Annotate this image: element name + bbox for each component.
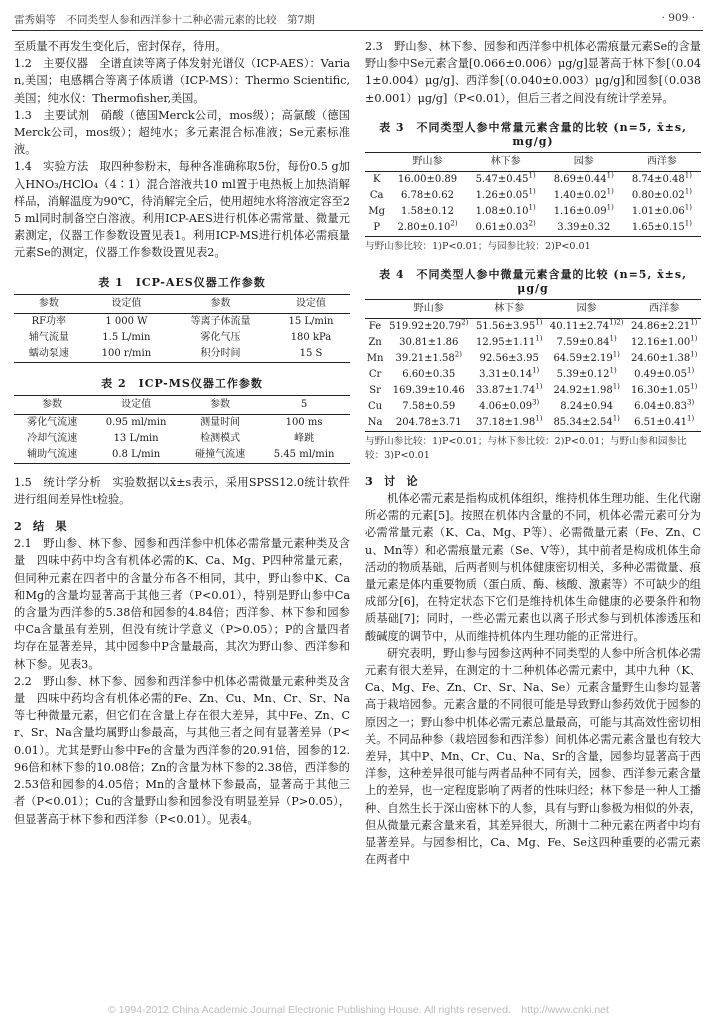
- table-row: [14, 330, 350, 346]
- section-2-1: 2.1 野山参、林下参、园参和西洋参中机体必需常量元素种类及含量 四味中药中均含有机体必需的K、Ca、Mg、P四种常量元素，但同种元素在四者中的含量分布各不相同，其中，野山参中K、Ca和Mg的含量均显著高于其他三者（P<0.01），特别是野山参中Ca的含量为西洋参的5.38倍和园参的4.84倍；西洋参、林下参和园参中Ca含量虽有差别，但没有统计学意义（P>0.05）；P的含量四者均存在显著差异，其中园参中P含量最高，其次为野山参、西洋参和林下参。见表3。: [14, 537, 350, 671]
- cell-value: 64.59±2.19: [553, 352, 613, 364]
- cell-value: 1.26±0.05: [475, 189, 529, 201]
- right-column: [365, 38, 713, 868]
- significance-mark: 1): [690, 334, 698, 343]
- table-row: [365, 318, 701, 335]
- table-cell: 测量时间: [200, 416, 241, 428]
- table-cell: [627, 367, 701, 383]
- cell-value: Cr: [368, 368, 382, 380]
- discussion-paragraph-1: 机体必需元素是指构成机体组织，维持机体生理功能、生化代谢所必需的元素[5]。按照在机体内含量的不同，机体必需元素可分为必需常量元素（K、Ca、Mg、P等）、必需微量元素（Fe、Zn、Cu、Mn等）和必需痕量元素（Se、V等），其中前者是构成机体生命活动的物质基础，后两者则与机体健康密切相关，多种必需微量、痕量元素是体内重要物质（蛋白质、酶、核酸、激素等）不可缺少的组成部分[6]，在特定状态下它们是维持机体生命健康的必要条件和物质基础[7]；同时，一些必需元素也以离子形式参与到机体渗透压和酸碱度的调节中，从而维持机体内生理功能的正常进行。: [365, 492, 701, 643]
- table-cell: [472, 399, 546, 415]
- table-cell: [472, 415, 546, 432]
- table-cell: [467, 188, 545, 204]
- table-cell: 100 ms: [285, 416, 323, 428]
- table-row: [365, 351, 701, 367]
- section-2-3: 2.3 野山参、林下参、园参和西洋参中机体必需痕量元素Se的含量 野山参中Se元素含量[0.066±0.006）μg/g]显著高于林下参[（0.041±0.004）μg/g]、西洋参[（0.040±0.003）μg/g]和园参[（0.038±0.001）μg/g]（P<0.01），但后三者之间没有统计学差异。: [365, 40, 713, 105]
- cell-value: Mg: [368, 205, 386, 217]
- table-row: [14, 431, 350, 447]
- table-3-caption-title: 表 3 不同类型人参中常量元素含量的比较: [379, 120, 609, 134]
- table-row: [365, 335, 701, 351]
- cell-value: 2.80±0.10: [397, 221, 451, 233]
- element-symbol-cell: [365, 188, 388, 204]
- table-cell: [627, 399, 701, 415]
- table-cell: 蠕动泵速: [28, 347, 69, 359]
- table-cell: 13 L/min: [113, 432, 159, 444]
- table-row: [365, 171, 701, 188]
- cell-value: 16.30±1.05: [630, 384, 691, 396]
- significance-mark: 1): [690, 382, 698, 391]
- significance-mark: 1): [687, 414, 695, 423]
- table-3-caption: [365, 119, 701, 148]
- cell-value: 169.39±10.46: [392, 384, 465, 396]
- table-cell: [385, 367, 472, 383]
- table-row: [14, 313, 350, 330]
- table-cell: [388, 188, 466, 204]
- table-1-caption: 表 1 ICP-AES仪器工作参数: [98, 275, 266, 289]
- cell-value: 16.00±0.89: [397, 173, 458, 185]
- left-column: [14, 38, 350, 828]
- cell-value: 33.87±1.74: [475, 384, 536, 396]
- cell-value: 30.81±1.86: [399, 336, 459, 348]
- table-cell: [388, 204, 466, 220]
- running-header-left: 雷秀娟等 不同类型人参和西洋参十二种必需元素的比较 第7期: [14, 14, 315, 26]
- table-cell: 15 L/min: [288, 315, 334, 327]
- significance-mark: 2): [528, 219, 536, 228]
- table-cell: 5.45 ml/min: [273, 448, 335, 460]
- table-cell: 0.8 L/min: [111, 448, 161, 460]
- table-2: [14, 395, 350, 464]
- table-cell: 辅助气流速: [27, 448, 78, 460]
- cell-value: 519.92±20.79: [389, 320, 462, 332]
- section-1-2: 1.2 主要仪器 全谱直读等离子体发射光谱仪（ICP-AES）：Varian,美国；电感耦合等离子体质谱（ICP-MS）：Thermo Scientific,美国；纯水仪：Thermofisher,美国。: [14, 57, 350, 105]
- table-cell: [472, 335, 546, 351]
- table-cell: [627, 415, 701, 432]
- table-4: [365, 299, 701, 432]
- table-header-cell: 园参: [545, 152, 623, 171]
- cell-value: 1.58±0.12: [401, 205, 454, 217]
- cell-value: 24.92±1.98: [553, 384, 613, 396]
- table-cell: [472, 318, 546, 335]
- cell-value: 39.21±1.58: [395, 352, 455, 364]
- table-4-note: 与野山参比较：1)P<0.01；与林下参比较：2)P<0.01；与野山参和园参比较：3)P<0.01: [365, 435, 687, 461]
- cell-value: Zn: [368, 336, 382, 348]
- cell-value: 6.51±0.41: [634, 416, 688, 428]
- table-header-cell: 西洋参: [627, 299, 701, 318]
- cell-value: 7.58±0.59: [402, 400, 456, 412]
- cell-value: Cu: [368, 400, 383, 412]
- table-cell: [546, 383, 627, 399]
- table-cell: 15 S: [299, 347, 323, 359]
- section-1-5: 1.5 统计学分析 实验数据以x̄±s表示，采用SPSS12.0统计软件进行组间差异性t检验。: [14, 475, 350, 506]
- cell-value: 0.49±0.05: [634, 368, 688, 380]
- table-row: [365, 188, 701, 204]
- table-cell: [546, 367, 627, 383]
- cell-value: Fe: [368, 320, 382, 332]
- significance-mark: 1): [609, 366, 617, 375]
- significance-mark: 3): [687, 398, 695, 407]
- table-cell: 积分时间: [200, 347, 241, 359]
- element-symbol-cell: [365, 204, 388, 220]
- table-row: [14, 414, 350, 431]
- cell-value: Ca: [369, 189, 384, 201]
- cell-value: 92.56±3.95: [479, 352, 539, 364]
- cell-value: 24.60±1.38: [630, 352, 691, 364]
- header-rule: [12, 30, 703, 31]
- element-symbol-cell: [365, 351, 385, 367]
- cell-value: 7.59±0.84: [556, 336, 610, 348]
- significance-mark: 1): [535, 414, 543, 423]
- table-cell: [546, 351, 627, 367]
- cell-value: 51.56±3.95: [475, 320, 536, 332]
- table-cell: [623, 204, 701, 220]
- table-cell: [385, 415, 472, 432]
- cell-value: Na: [367, 416, 383, 428]
- element-symbol-cell: [365, 415, 385, 432]
- table-cell: [546, 415, 627, 432]
- table-header-cell: 设定值: [90, 395, 182, 414]
- significance-mark: 1): [528, 171, 536, 180]
- table-2-caption: 表 2 ICP-MS仪器工作参数: [101, 376, 263, 390]
- element-symbol-cell: [365, 383, 385, 399]
- table-row: [365, 383, 701, 399]
- table-header-cell: 5: [258, 395, 350, 414]
- table-cell: 峰跳: [294, 432, 315, 444]
- table-cell: [545, 220, 623, 237]
- table-4-caption: [365, 266, 701, 295]
- significance-mark: 1): [612, 414, 620, 423]
- table-cell: [627, 383, 701, 399]
- table-cell: 180 kPa: [290, 331, 332, 343]
- significance-mark: 1): [606, 187, 614, 196]
- cell-value: 8.24±0.94: [560, 400, 614, 412]
- table-cell: 100 r/min: [101, 347, 152, 359]
- significance-mark: 2): [461, 318, 469, 327]
- section-2-heading: 2 结 果: [14, 519, 67, 534]
- table-header-cell: 参数: [182, 395, 258, 414]
- table-row: [365, 204, 701, 220]
- table-cell: [623, 188, 701, 204]
- table-cell: 冷却气流速: [27, 432, 78, 444]
- table-cell: [472, 367, 546, 383]
- table-4-caption-title: 表 4 不同类型人参中微量元素含量的比较: [379, 267, 609, 281]
- table-cell: 辅气流量: [28, 331, 69, 343]
- table-cell: [623, 220, 701, 237]
- table-header-cell: [365, 299, 385, 318]
- cell-value: 4.06±0.09: [479, 400, 533, 412]
- table-3-caption-units: (n=5, x̄±s, mg/g): [512, 120, 687, 148]
- table-cell: [388, 171, 466, 188]
- cell-value: 24.86±2.21: [630, 320, 691, 332]
- table-header-cell: 参数: [14, 395, 90, 414]
- section-3-heading: 3 讨 论: [365, 473, 418, 488]
- table-cell: [627, 318, 701, 335]
- cell-value: 3.39±0.32: [557, 221, 611, 233]
- cell-value: 5.39±0.12: [556, 368, 610, 380]
- paragraph-intro: 至质量不再发生变化后，密封保存，待用。: [14, 40, 227, 53]
- cell-value: 1.16±0.09: [553, 205, 607, 217]
- significance-mark: 1): [612, 382, 620, 391]
- table-cell: [627, 335, 701, 351]
- table-cell: [385, 335, 472, 351]
- table-1: [14, 294, 350, 363]
- significance-mark: 1): [684, 219, 692, 228]
- cell-value: 1.40±0.02: [553, 189, 607, 201]
- table-cell: [385, 351, 472, 367]
- element-symbol-cell: [365, 318, 385, 335]
- cell-value: 3.31±0.14: [479, 368, 533, 380]
- table-cell: 1 000 W: [105, 315, 148, 327]
- table-cell: [545, 188, 623, 204]
- table-header-cell: 设定值: [272, 294, 350, 313]
- cell-value: 12.95±1.11: [475, 336, 536, 348]
- cell-value: Sr: [369, 384, 381, 396]
- table-header-cell: 参数: [14, 294, 84, 313]
- cell-value: 12.16±1.00: [630, 336, 691, 348]
- cell-value: Mn: [366, 352, 384, 364]
- table-cell: [388, 220, 466, 237]
- table-row: [14, 447, 350, 464]
- table-cell: [623, 171, 701, 188]
- table-header-cell: 参数: [169, 294, 272, 313]
- table-3: [365, 152, 701, 237]
- section-1-3: 1.3 主要试剂 硝酸（德国Merck公司，mos级）；高氯酸（德国Merck公司，mos级）；超纯水；多元素混合标准液；Se元素标准液。: [14, 108, 350, 157]
- significance-mark: 1): [535, 382, 543, 391]
- cell-value: 1.01±0.06: [631, 205, 685, 217]
- significance-mark: 1): [528, 203, 536, 212]
- table-row: [14, 346, 350, 363]
- significance-mark: 1): [690, 318, 698, 327]
- significance-mark: 1): [606, 171, 614, 180]
- significance-mark: 1): [684, 203, 692, 212]
- cell-value: 85.34±2.54: [553, 416, 613, 428]
- table-cell: [546, 335, 627, 351]
- cell-value: 40.11±2.74: [549, 320, 610, 332]
- element-symbol-cell: [365, 220, 388, 237]
- element-symbol-cell: [365, 367, 385, 383]
- table-cell: [545, 204, 623, 220]
- table-cell: [546, 318, 627, 335]
- table-row: [365, 399, 701, 415]
- section-1-4: 1.4 实验方法 取四种参粉末，每种各准确称取5份，每份0.5 g加入HNO₃/HClO₄（4∶1）混合溶液共10 ml置于电热板上加热消解样品，消解温度为90℃，待消解完全后，使用超纯水将溶液定容至25 ml同时制备空白溶液。利用ICP-AES进行机体必需常量、微量元素测定，仪器工作参数设置见表1。利用ICP-MS进行机体必需痕量元素Se的测定，仪器工作参数设置见表2。: [14, 160, 350, 260]
- cell-value: 204.78±3.71: [395, 416, 462, 428]
- table-cell: [385, 318, 472, 335]
- table-cell: [627, 351, 701, 367]
- cell-value: 5.47±0.45: [475, 173, 529, 185]
- discussion-paragraph-2: 研究表明，野山参与园参这两种不同类型的人参中所含机体必需元素有很大差异，在测定的十二种机体必需元素中，其中九种（K、Ca、Mg、Fe、Zn、Cr、Sr、Na、Se）元素含量野生山参均显著高于栽培园参。元素含量的不同很可能是导致野山参药效优于园参的原因之一；野山参中机体必需元素总量最高，可能与其高效性密切相关。不同品种参（栽培园参和西洋参）间机体必需元素含量也有较大差异，其中P、Mn、Cr、Cu、Na、Sr的含量，园参均显著高于西洋参，这种差异很可能与两者品种不同有关，园参、西洋参元素含量上的差异，也一定程度影响了两者的性味归经；林下参是一种人工播种、自然生长于深山密林下的人参，具有与野山参极为相似的外表，但从微量元素含量来看，其差异很大，所测十二种元素在两者中均有显著差异。与园参相比，Ca、Mg、Fe、Se这四种重要的必需元素在两者中: [365, 646, 701, 867]
- cell-value: 1.08±0.10: [475, 205, 529, 217]
- table-cell: [385, 383, 472, 399]
- table-cell: [467, 171, 545, 188]
- table-cell: [467, 204, 545, 220]
- significance-mark: 1): [687, 366, 695, 375]
- table-cell: RF功率: [31, 315, 67, 327]
- table-cell: [472, 351, 546, 367]
- significance-mark: 2): [454, 350, 462, 359]
- significance-mark: 1): [690, 350, 698, 359]
- cell-value: P: [373, 221, 381, 233]
- table-cell: [545, 171, 623, 188]
- significance-mark: 1): [535, 318, 543, 327]
- table-header-cell: [365, 152, 388, 171]
- table-cell: 检测模式: [200, 432, 241, 444]
- cell-value: 0.80±0.02: [631, 189, 685, 201]
- significance-mark: 2): [450, 219, 458, 228]
- cell-value: 8.69±0.44: [553, 173, 607, 185]
- table-cell: 1.5 L/min: [102, 331, 151, 343]
- table-cell: 雾化气压: [200, 331, 241, 343]
- significance-mark: 1): [528, 187, 536, 196]
- table-header-cell: 园参: [546, 299, 627, 318]
- table-header-cell: 设定值: [84, 294, 169, 313]
- table-header-cell: 林下参: [467, 152, 545, 171]
- element-symbol-cell: [365, 399, 385, 415]
- significance-mark: 1): [535, 334, 543, 343]
- element-symbol-cell: [365, 171, 388, 188]
- significance-mark: 1): [532, 366, 540, 375]
- table-header-cell: 野山参: [385, 299, 472, 318]
- cell-value: 1.65±0.15: [631, 221, 685, 233]
- table-3-note: 与野山参比较：1)P<0.01；与园参比较：2)P<0.01: [365, 240, 591, 252]
- cell-value: 8.74±0.48: [631, 173, 685, 185]
- table-cell: [546, 399, 627, 415]
- cell-value: K: [372, 173, 381, 185]
- table-header-cell: 西洋参: [623, 152, 701, 171]
- table-row: [365, 220, 701, 237]
- significance-mark: 1)2): [609, 318, 624, 327]
- significance-mark: 1): [609, 334, 617, 343]
- significance-mark: 1): [684, 171, 692, 180]
- cell-value: 6.60±0.35: [402, 368, 456, 380]
- significance-mark: 3): [532, 398, 540, 407]
- table-cell: 碰撞气流速: [195, 448, 246, 460]
- table-row: [365, 367, 701, 383]
- significance-mark: 1): [612, 350, 620, 359]
- table-cell: [467, 220, 545, 237]
- table-cell: [472, 383, 546, 399]
- cell-value: 0.61±0.03: [475, 221, 529, 233]
- cell-value: 37.18±1.98: [475, 416, 536, 428]
- significance-mark: 1): [606, 203, 614, 212]
- page-number: · 909 ·: [661, 12, 695, 24]
- cell-value: 6.78±0.62: [401, 189, 454, 201]
- cell-value: 6.04±0.83: [634, 400, 688, 412]
- table-header-cell: 林下参: [472, 299, 546, 318]
- copyright-footer: © 1994-2012 China Academic Journal Electronic Publishing House. All rights reserved. http://www.cnki.net: [108, 1004, 609, 1016]
- table-row: [365, 415, 701, 432]
- table-cell: [385, 399, 472, 415]
- section-2-2: 2.2 野山参、林下参、园参和西洋参中机体必需微量元素种类及含量 四味中药均含有机体必需的Fe、Zn、Cu、Mn、Cr、Sr、Na等七种微量元素，但它们在含量上存在很大差异，其中Fe、Zn、Cr、Sr、Na含量均属野山参最高，与其他三者之间有显著差异（P<0.01）。尤其是野山参中Fe的含量为西洋参的20.91倍，园参的12.96倍和林下参的10.08倍；Zn的含量为林下参的2.38倍，西洋参的2.53倍和园参的4.05倍；Mn的含量林下参最高，显著高于其他三者（P<0.01）；Cu的含量野山参和园参没有明显差异（P>0.05），但显著高于林下参和西洋参（P<0.01）。见表4。: [14, 674, 350, 826]
- element-symbol-cell: [365, 335, 385, 351]
- table-cell: 0.95 ml/min: [105, 416, 167, 428]
- table-4-caption-units: (n=5, x̄±s, μg/g: [517, 267, 687, 295]
- table-cell: 等离子体流量: [190, 315, 251, 327]
- significance-mark: 1): [684, 187, 692, 196]
- table-header-cell: 野山参: [388, 152, 466, 171]
- table-cell: 雾化气流速: [27, 416, 78, 428]
